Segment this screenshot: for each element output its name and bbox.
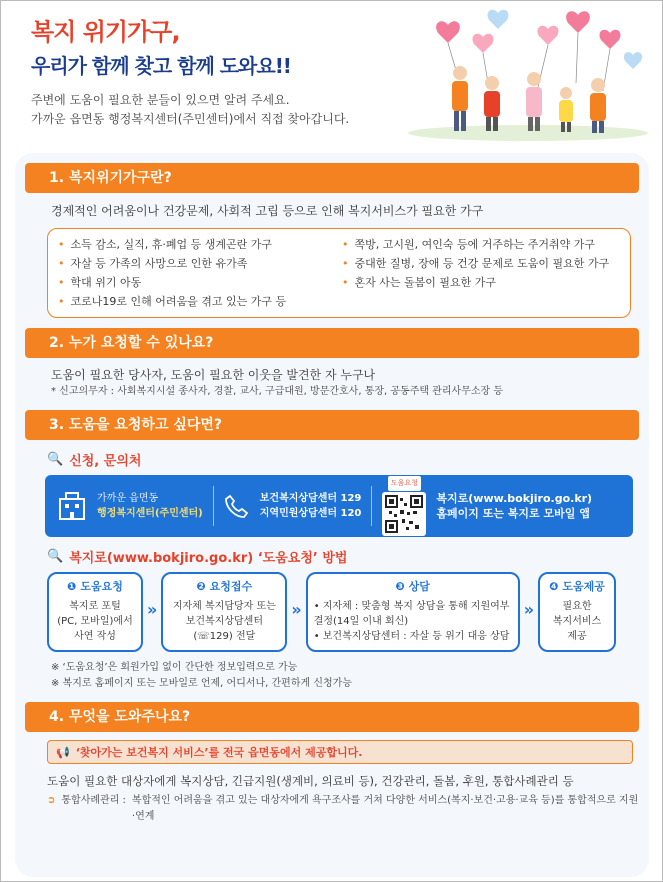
contact-subheading xyxy=(25,450,639,469)
hero xyxy=(1,1,662,147)
step-request xyxy=(47,572,143,652)
section-3 xyxy=(25,410,639,692)
request-note-2: ※ 복지로 홈페이지 또는 모바일로 언제, 어디서나, 간편하게 신청가능 xyxy=(51,678,352,689)
call-center-120: 지역민원상담센터 120 xyxy=(259,508,362,519)
website-desc: 홈페이지 또는 복지로 모바일 앱 xyxy=(436,507,590,520)
section-2-text: 도움이 필요한 당사자, 도움이 필요한 이웃을 발견한 자 누구나 xyxy=(51,368,376,382)
request-method-subheading xyxy=(25,547,639,566)
section-4-text: 도움이 필요한 대상자에게 복지상담, 긴급지원(생계비, 의료비 등), 건강관리, 돌봄, 후원, 통합사례관리 등 xyxy=(47,774,574,788)
section-2 xyxy=(25,328,639,400)
step-body: • 지자체 : 맞춤형 복지 상담을 통해 지원여부 결정(14일 이내 회신) • 보건복지상담센터 : 자살 등 위기 대응 상담 xyxy=(313,601,510,642)
chevron-right-icon: » xyxy=(147,600,158,619)
crisis-item: • 자살 등 가족의 사망으로 인한 유가족 xyxy=(58,255,336,272)
step-title: ❷ 요청접수 xyxy=(196,580,253,593)
building-icon xyxy=(57,491,87,521)
website-url[interactable]: 복지로(www.bokjiro.go.kr) xyxy=(436,492,593,505)
section-4-heading: 4. 무엇을 도와주나요? xyxy=(25,702,639,732)
crisis-item: • 학대 위기 아동 xyxy=(58,274,336,291)
content-panel xyxy=(15,153,649,877)
case-management-note xyxy=(25,793,639,825)
step-counsel xyxy=(306,572,520,652)
crisis-list xyxy=(47,228,631,318)
step-title: ❸ 상담 xyxy=(395,580,430,593)
divider xyxy=(371,486,372,526)
hero-desc-line1: 주변에 도움이 필요한 분들이 있으면 알려 주세요. xyxy=(31,93,290,107)
crisis-item: • 쪽방, 고시원, 여인숙 등에 거주하는 주거취약 가구 xyxy=(342,236,620,253)
chevron-right-icon: » xyxy=(291,600,302,619)
office-label-a: 가까운 읍면동 xyxy=(97,493,159,504)
section-1-heading: 1. 복지위기가구란? xyxy=(25,163,639,193)
contact-subheading-label: 신청, 문의처 xyxy=(69,454,142,469)
service-banner xyxy=(47,740,633,764)
office-label-b: 행정복지센터(주민센터) xyxy=(97,508,203,519)
step-receipt xyxy=(161,572,287,652)
chevron-right-icon: » xyxy=(523,600,535,619)
step-body: 필요한 복지서비스 제공 xyxy=(552,601,602,642)
request-steps xyxy=(47,572,633,652)
web-contact xyxy=(382,476,592,536)
crisis-item: • 혼자 사는 돌봄이 필요한 가구 xyxy=(342,274,620,291)
step-title: ❶ 도움요청 xyxy=(67,580,123,593)
section-1 xyxy=(25,163,639,318)
qr-code-icon xyxy=(385,495,423,533)
service-banner-text: ‘찾아가는 보건복지 서비스’를 전국 읍면동에서 제공합니다. xyxy=(75,746,363,759)
hero-desc-line2: 가까운 읍면동 행정복지센터(주민센터)에서 직접 찾아갑니다. xyxy=(31,112,350,126)
crisis-item: • 소득 감소, 실직, 휴·폐업 등 생계곤란 가구 xyxy=(58,236,336,253)
step-body: 지자체 복지담당자 또는 보건복지상담센터 (☏129) 전달 xyxy=(172,601,276,642)
step-title: ❹ 도움제공 xyxy=(549,580,605,593)
qr-tag: 도움요청 xyxy=(388,476,421,491)
step-provide xyxy=(538,572,616,652)
qr-code[interactable] xyxy=(382,492,426,536)
arrow-right-icon: ➲ xyxy=(47,795,56,806)
case-management-label: 통합사례관리 : xyxy=(61,795,126,806)
qr-block xyxy=(382,476,426,536)
phone-icon xyxy=(224,493,250,519)
divider xyxy=(213,486,214,526)
magnifier-icon: 🔍 xyxy=(47,549,64,564)
megaphone-icon: 📢 xyxy=(56,745,70,759)
section-1-intro: 경제적인 어려움이나 건강문제, 사회적 고립 등으로 인해 복지서비스가 필요한 가구 xyxy=(51,204,484,218)
family-balloons-illustration xyxy=(388,7,648,141)
contact-bar xyxy=(45,475,633,537)
request-method-label: 복지로(www.bokjiro.go.kr) ‘도움요청’ 방법 xyxy=(69,551,348,566)
request-note-1: ※ ‘도움요청’은 회원가입 없이 간단한 정보입력으로 가능 xyxy=(51,662,298,673)
section-4 xyxy=(25,702,639,825)
hero-title: 복지 위기가구, xyxy=(31,18,180,46)
section-3-heading: 3. 도움을 요청하고 싶다면? xyxy=(25,410,639,440)
crisis-item: • 중대한 질병, 장애 등 건강 문제로 도움이 필요한 가구 xyxy=(342,255,620,272)
step-body: 복지로 포털 (PC, 모바일)에서 사연 작성 xyxy=(57,601,133,642)
section-2-note: * 신고의무자 : 사회복지시설 종사자, 경찰, 교사, 구급대원, 방문간호사, 통장, 공동주택 관리사무소장 등 xyxy=(51,386,503,397)
section-2-heading: 2. 누가 요청할 수 있나요? xyxy=(25,328,639,358)
magnifier-icon: 🔍 xyxy=(47,452,64,467)
call-center-129: 보건복지상담센터 129 xyxy=(259,493,362,504)
case-management-body: 복합적인 어려움을 겪고 있는 대상자에게 욕구조사를 거쳐 다양한 서비스(복지·보건·고용·교육 등)를 통합적으로 지원·연계 xyxy=(131,795,639,822)
office-contact xyxy=(57,491,203,521)
phone-contact xyxy=(224,491,362,521)
crisis-item: • 코로나19로 인해 어려움을 겪고 있는 가구 등 xyxy=(58,293,336,310)
hero-subtitle: 우리가 함께 찾고 함께 도와요!! xyxy=(31,54,291,78)
